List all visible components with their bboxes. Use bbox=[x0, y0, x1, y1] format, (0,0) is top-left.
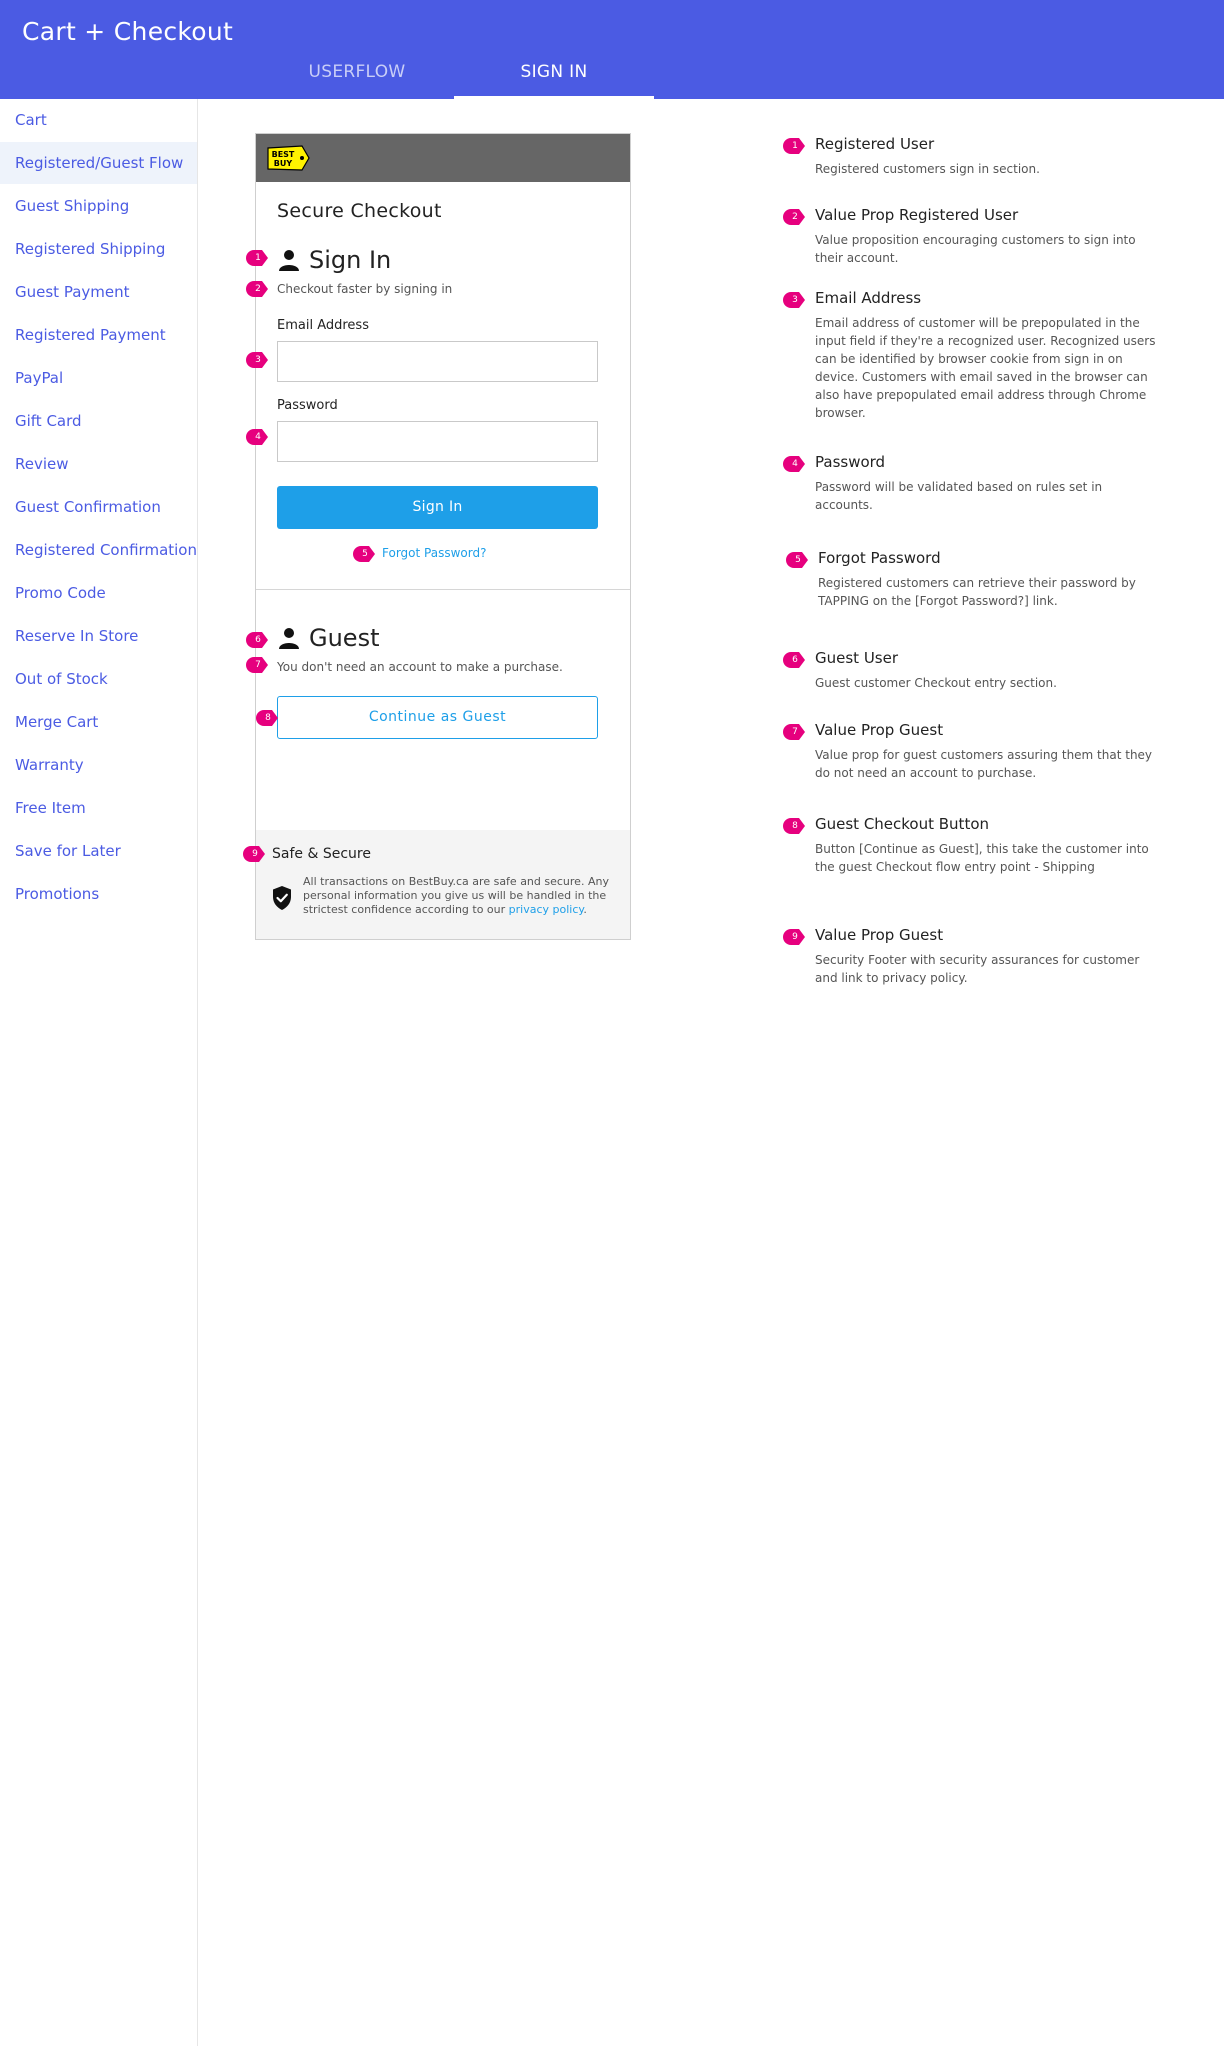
marker-9: 9 bbox=[245, 846, 265, 862]
ann-marker-5: 5 bbox=[788, 552, 808, 568]
annotation-registered-user bbox=[815, 135, 1160, 178]
mockup-header-bar bbox=[256, 134, 630, 182]
ann-marker-6: 6 bbox=[785, 652, 805, 668]
sign-in-value-prop: Checkout faster by signing in bbox=[277, 282, 453, 296]
annotation-desc: Guest customer Checkout entry section. bbox=[815, 676, 1057, 690]
security-footer-text bbox=[303, 875, 621, 917]
sidebar-item-promo-code[interactable]: Promo Code bbox=[15, 584, 106, 602]
sidebar-item-reserve-in-store[interactable]: Reserve In Store bbox=[15, 627, 139, 645]
sidebar-item-guest-confirmation[interactable]: Guest Confirmation bbox=[15, 498, 161, 516]
user-icon bbox=[277, 248, 301, 272]
shield-check-icon bbox=[271, 885, 293, 911]
annotation-title: Email Address bbox=[815, 289, 922, 307]
annotation-title: Registered User bbox=[815, 135, 935, 153]
sidebar-item-merge-cart[interactable]: Merge Cart bbox=[15, 713, 99, 731]
guest-heading bbox=[277, 624, 380, 652]
annotation-desc: Value proposition encouraging customers to sign into their account. bbox=[815, 233, 1136, 265]
annotation-password bbox=[815, 453, 1160, 514]
ann-marker-7: 7 bbox=[785, 724, 805, 740]
sidebar-item-guest-payment[interactable]: Guest Payment bbox=[15, 283, 130, 301]
annotation-title: Value Prop Guest bbox=[815, 926, 944, 944]
sidebar bbox=[0, 99, 198, 2046]
email-input[interactable] bbox=[277, 341, 598, 382]
annotation-desc: Button [Continue as Guest], this take the customer into the guest Checkout flow entry point - Shipping bbox=[815, 842, 1149, 874]
ann-marker-1: 1 bbox=[785, 138, 805, 154]
annotation-security-footer bbox=[815, 926, 1160, 987]
annotation-title: Forgot Password bbox=[818, 549, 941, 567]
privacy-policy-link[interactable]: privacy policy bbox=[508, 903, 584, 916]
ann-marker-2: 2 bbox=[785, 209, 805, 225]
marker-5: 5 bbox=[355, 546, 375, 562]
security-footer-body: All transactions on BestBuy.ca are safe and secure. Any personal information you give us will be handled in the strictest confidence according to our bbox=[303, 875, 609, 916]
annotation-guest-user bbox=[815, 649, 1160, 692]
marker-3: 3 bbox=[248, 352, 268, 368]
annotation-title: Guest User bbox=[815, 649, 899, 667]
marker-1: 1 bbox=[248, 250, 268, 266]
tab-userflow[interactable]: USERFLOW bbox=[308, 62, 406, 82]
annotation-email-address bbox=[815, 289, 1160, 422]
guest-value-prop: You don't need an account to make a purchase. bbox=[277, 660, 563, 674]
password-input[interactable] bbox=[277, 421, 598, 462]
annotation-desc: Security Footer with security assurances for customer and link to privacy policy. bbox=[815, 953, 1140, 985]
sidebar-item-cart[interactable]: Cart bbox=[15, 111, 47, 129]
bestbuy-logo-icon bbox=[266, 145, 310, 172]
marker-4: 4 bbox=[248, 429, 268, 445]
guest-heading-label: Guest bbox=[309, 624, 380, 652]
svg-text:BEST: BEST bbox=[271, 150, 295, 159]
annotation-value-prop-guest bbox=[815, 721, 1160, 782]
ann-marker-9: 9 bbox=[785, 929, 805, 945]
ann-marker-4: 4 bbox=[785, 456, 805, 472]
sidebar-item-paypal[interactable]: PayPal bbox=[15, 369, 64, 387]
continue-as-guest-button[interactable]: Continue as Guest bbox=[277, 696, 598, 739]
annotation-guest-checkout-button bbox=[815, 815, 1160, 876]
annotation-title: Value Prop Guest bbox=[815, 721, 944, 739]
secure-checkout-title: Secure Checkout bbox=[277, 200, 442, 222]
svg-text:BUY: BUY bbox=[273, 159, 293, 168]
sidebar-item-registered-guest-flow[interactable]: Registered/Guest Flow bbox=[0, 142, 197, 184]
annotation-title: Value Prop Registered User bbox=[815, 206, 1019, 224]
email-label: Email Address bbox=[277, 318, 369, 333]
sidebar-item-promotions[interactable]: Promotions bbox=[15, 885, 100, 903]
security-footer-title: Safe & Secure bbox=[272, 846, 371, 862]
marker-6: 6 bbox=[248, 632, 268, 648]
app-header bbox=[0, 0, 1224, 99]
sign-in-heading bbox=[277, 246, 391, 274]
marker-7: 7 bbox=[248, 657, 268, 673]
sidebar-item-gift-card[interactable]: Gift Card bbox=[15, 412, 82, 430]
sidebar-item-free-item[interactable]: Free Item bbox=[15, 799, 86, 817]
tab-sign-in[interactable]: SIGN IN bbox=[454, 62, 654, 99]
user-icon bbox=[277, 626, 301, 650]
ann-marker-3: 3 bbox=[785, 292, 805, 308]
sidebar-item-save-for-later[interactable]: Save for Later bbox=[15, 842, 121, 860]
forgot-password-link[interactable]: Forgot Password? bbox=[382, 546, 487, 560]
sidebar-item-out-of-stock[interactable]: Out of Stock bbox=[15, 670, 108, 688]
annotation-desc: Email address of customer will be prepopulated in the input field if they're a recognized user. Recognized users can be identified by browser cookie from sign in on device. Customers with email saved in the browser can also have prepopulated email address through Chrome browser. bbox=[815, 316, 1156, 420]
annotation-desc: Registered customers sign in section. bbox=[815, 162, 1040, 176]
security-footer bbox=[256, 830, 630, 939]
app-title: Cart + Checkout bbox=[22, 17, 234, 46]
marker-2: 2 bbox=[248, 281, 268, 297]
annotation-title: Guest Checkout Button bbox=[815, 815, 990, 833]
sign-in-button[interactable]: Sign In bbox=[277, 486, 598, 529]
annotation-desc: Value prop for guest customers assuring them that they do not need an account to purchase. bbox=[815, 748, 1153, 780]
sidebar-item-warranty[interactable]: Warranty bbox=[15, 756, 84, 774]
annotation-value-prop-registered bbox=[815, 206, 1160, 267]
security-footer-end: . bbox=[583, 903, 587, 916]
sidebar-item-registered-shipping[interactable]: Registered Shipping bbox=[15, 240, 166, 258]
sidebar-item-registered-confirmation[interactable]: Registered Confirmation bbox=[15, 541, 197, 559]
section-divider bbox=[256, 589, 630, 590]
sidebar-item-registered-payment[interactable]: Registered Payment bbox=[15, 326, 166, 344]
password-label: Password bbox=[277, 398, 338, 413]
checkout-mockup bbox=[255, 133, 631, 940]
ann-marker-8: 8 bbox=[785, 818, 805, 834]
sidebar-item-guest-shipping[interactable]: Guest Shipping bbox=[15, 197, 130, 215]
marker-8: 8 bbox=[258, 710, 278, 726]
annotation-desc: Registered customers can retrieve their password by TAPPING on the [Forgot Password?] link. bbox=[818, 576, 1136, 608]
annotation-desc: Password will be validated based on rules set in accounts. bbox=[815, 480, 1103, 512]
annotation-title: Password bbox=[815, 453, 886, 471]
sign-in-heading-label: Sign In bbox=[309, 246, 392, 274]
sidebar-item-review[interactable]: Review bbox=[15, 455, 69, 473]
annotation-forgot-password bbox=[818, 549, 1163, 610]
